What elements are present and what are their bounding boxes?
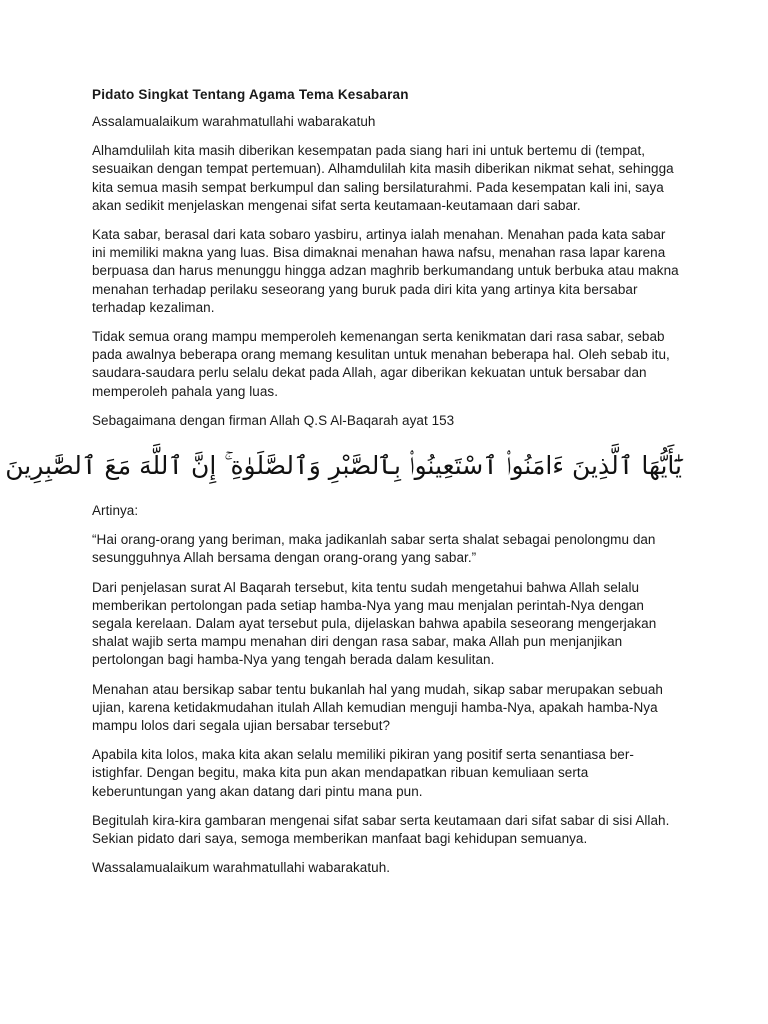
paragraph-opening: Alhamdulilah kita masih diberikan kesempatan pada siang hari ini untuk bertemu di (tempat, sesuaikan dengan tempat pertemuan). Alhamdulilah kita masih diberikan nikmat sehat, sehingga kita semua masih sempat berkumpul dan saling bersilaturahmi. Pada kesempatan kali ini, saya akan sedikit menjelaskan mengenai sifat serta keutamaan-keutamaan dari sabar. (92, 143, 674, 213)
paragraph-meaning-of-sabar: Kata sabar, berasal dari kata sobaro yasbiru, artinya ialah menahan. Menahan pada kata sabar ini memiliki makna yang luas. Bisa dimaknai menahan hawa nafsu, menahan rasa lapar karena berpuasa dan harus menunggu hingga adzan maghrib berkumandang untuk berbuka atau makna menahan terhadap perilaku seseorang yang buruk pada diri kita yang artinya kita bersabar terhadap kezaliman. (92, 227, 679, 315)
paragraph-explanation: Dari penjelasan surat Al Baqarah tersebut, kita tentu sudah mengetahui bahwa Allah selalu memberikan pertolongan pada setiap hamba-Nya yang mau menjalan perintah-Nya dengan segala kerelaan. Dalam ayat tersebut pula, dijelaskan bahwa apabila seseorang mengerjakan shalat wajib serta mampu menahan diri dengan rasa sabar, maka Allah pun menjanjikan pertolongan bagi hamba-Nya yang tengah berada dalam kesulitan. (92, 579, 657, 668)
verse-intro: Sebagaimana dengan firman Allah Q.S Al-Baqarah ayat 153 (92, 412, 455, 428)
closing: Wassalamualaikum warahmatullahi wabarakatuh. (92, 860, 391, 876)
paragraph-reward: Apabila kita lolos, maka kita akan selalu memiliki pikiran yang positif serta senantiasa ber-istighfar. Dengan begitu, maka kita pun akan mendapatkan ribuan kemuliaan serta keberuntungan yang akan datang dari pintu mana pun. (92, 747, 634, 799)
arabic-verse: يَٰٓأَيُّهَا ٱلَّذِينَ ءَامَنُوا۟ ٱسْتَعِينُوا۟ بِٱلصَّبْرِ وَٱلصَّلَوٰةِ ۚ إِنَّ ٱللَّهَ مَعَ ٱلصَّٰبِرِينَ (5, 451, 682, 481)
translation-text: “Hai orang-orang yang beriman, maka jadikanlah sabar serta shalat sebagai penolongmu dan sesungguhnya Allah bersama dengan orang-orang yang sabar.” (92, 532, 656, 566)
document-page (5, 86, 682, 889)
paragraph-test: Menahan atau bersikap sabar tentu bukanlah hal yang mudah, sikap sabar merupakan sebuah ujian, karena ketidakmudahan itulah Allah kemudian menguji hamba-Nya, apakah hamba-Nya mampu lolos dari segala ujian bersabar tersebut? (92, 681, 663, 734)
translation-label: Artinya: (92, 503, 139, 519)
paragraph-difficulty: Tidak semua orang mampu memperoleh kemenangan serta kenikmatan dari rasa sabar, sebab pada awalnya beberapa orang memang kesulitan untuk menahan beberapa hal. Oleh sebab itu, saudara-saudara perlu selalu dekat pada Allah, agar diberikan kekuatan untuk bersabar dan memperoleh pahala yang luas. (92, 329, 670, 399)
paragraph-conclusion: Begitulah kira-kira gambaran mengenai sifat sabar serta keutamaan dari sifat sabar di sisi Allah. Sekian pidato dari saya, semoga memberikan manfaat bagi kehidupan semuanya. (92, 812, 670, 847)
document-title: Pidato Singkat Tentang Agama Tema Kesabaran (92, 87, 409, 102)
greeting: Assalamualaikum warahmatullahi wabarakatuh (92, 114, 376, 129)
